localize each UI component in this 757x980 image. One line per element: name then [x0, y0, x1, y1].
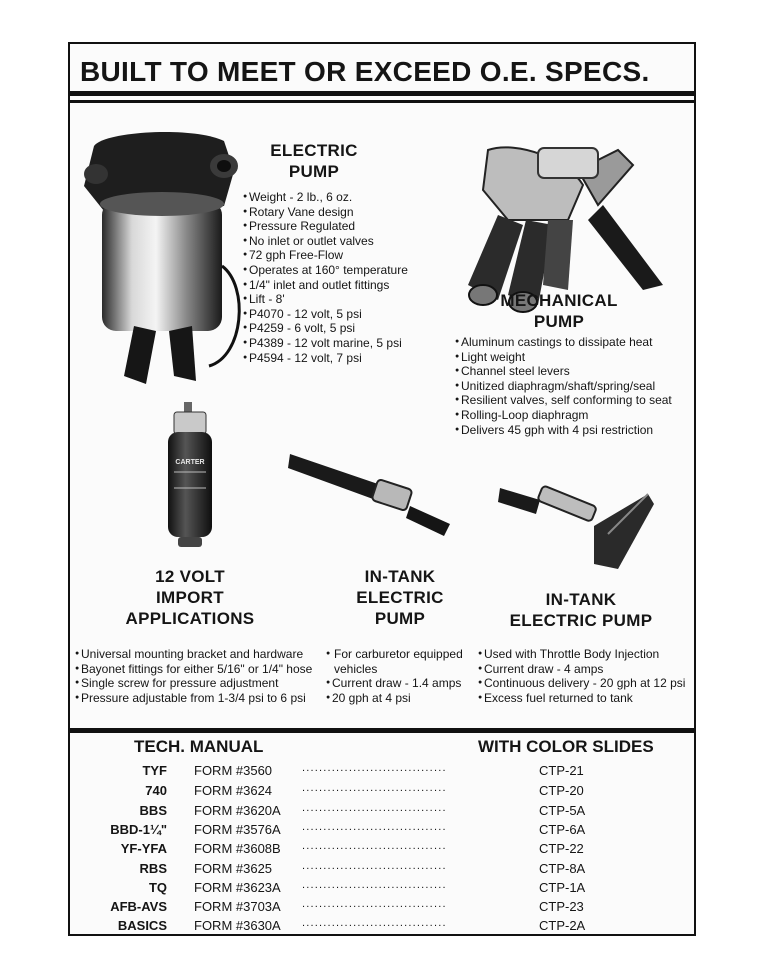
table-row: [70, 899, 694, 918]
leader-dots: ..................................: [302, 898, 447, 910]
import-pump-title: [110, 566, 270, 629]
intank-pump-1-title: [340, 566, 460, 629]
intank-pump-2-title-line2: ELECTRIC PUMP: [509, 611, 653, 630]
list-item: ● Used with Throttle Body Injection: [478, 647, 685, 662]
import-pump-image: [160, 402, 220, 552]
table-row: [70, 880, 694, 899]
tech-manual-heading: TECH. MANUAL: [134, 737, 264, 756]
list-item: ● Excess fuel returned to tank: [478, 691, 685, 706]
import-pump-title-line1: 12 VOLT: [155, 567, 225, 586]
carb-code: BBD-1¼": [110, 822, 167, 837]
color-slides-heading: WITH COLOR SLIDES: [478, 737, 654, 756]
table-row: [70, 841, 694, 860]
list-item: ● Current draw - 4 amps: [478, 662, 685, 677]
mechanical-pump-features: [455, 335, 672, 437]
list-item: ● Light weight: [455, 350, 672, 365]
intank-pump-2-title-line1: IN-TANK: [545, 590, 617, 609]
import-pump-label: CARTER: [175, 459, 205, 466]
slide-number: CTP-23: [539, 899, 584, 914]
leader-dots: ..................................: [302, 802, 447, 814]
carb-code: RBS: [139, 861, 167, 876]
form-number: FORM #3560: [194, 763, 273, 778]
form-number: FORM #3620A: [194, 803, 281, 818]
list-item: ● Continuous delivery - 20 gph at 12 psi: [478, 676, 685, 691]
form-number: FORM #3625: [194, 861, 273, 876]
carb-code: YF-YFA: [120, 841, 167, 856]
list-item: ● Lift - 8': [243, 292, 408, 307]
spec-sheet-frame: [68, 42, 696, 936]
list-item: ● Universal mounting bracket and hardware: [75, 647, 312, 662]
list-item: ● Weight - 2 lb., 6 oz.: [243, 190, 408, 205]
carb-code: TQ: [148, 880, 167, 895]
list-item: ● Current draw - 1.4 amps: [326, 676, 474, 691]
form-number: FORM #3630A: [194, 918, 281, 933]
list-item: ● Rotary Vane design: [243, 205, 408, 220]
intank-pump-2-features: [478, 647, 685, 705]
list-item: ● Unitized diaphragm/shaft/spring/seal: [455, 379, 672, 394]
list-item: ● Bayonet fittings for either 5/16" or 1/4" hose: [75, 662, 312, 677]
table-row: [70, 822, 694, 841]
slide-number: CTP-22: [539, 841, 584, 856]
list-item: ● P4594 - 12 volt, 7 psi: [243, 351, 408, 366]
slide-number: CTP-8A: [539, 861, 586, 876]
mechanical-pump-title: [474, 290, 644, 332]
list-item: ● For carburetor equipped vehicles: [326, 647, 474, 676]
electric-pump-title: [258, 140, 370, 182]
table-row: [70, 861, 694, 880]
list-item: ● P4070 - 12 volt, 5 psi: [243, 307, 408, 322]
slide-number: CTP-2A: [539, 918, 586, 933]
list-item: ● Aluminum castings to dissipate heat: [455, 335, 672, 350]
import-pump-title-line3: APPLICATIONS: [125, 609, 255, 628]
leader-dots: ..................................: [302, 860, 447, 872]
intank-pump-1-title-line3: PUMP: [374, 609, 426, 628]
form-number: FORM #3703A: [194, 899, 281, 914]
list-item: ● Pressure adjustable from 1-3/4 psi to 6 psi: [75, 691, 312, 706]
electric-pump-features: [243, 190, 408, 365]
page-header: [70, 44, 694, 96]
form-number: FORM #3624: [194, 783, 273, 798]
table-row: [70, 803, 694, 822]
intank-pump-1-title-line1: IN-TANK: [364, 567, 436, 586]
leader-dots: ..................................: [302, 782, 447, 794]
list-item: ● P4259 - 6 volt, 5 psi: [243, 321, 408, 336]
slide-number: CTP-5A: [539, 803, 586, 818]
form-number: FORM #3576A: [194, 822, 281, 837]
list-item: ● Delivers 45 gph with 4 psi restriction: [455, 423, 672, 438]
leader-dots: ..................................: [302, 821, 447, 833]
carb-code: 740: [145, 783, 167, 798]
list-item: ● 20 gph at 4 psi: [326, 691, 474, 706]
import-pump-title-line2: IMPORT: [156, 588, 224, 607]
table-row: [70, 918, 694, 937]
intank-pump-1-image: [288, 444, 458, 544]
intank-pump-1-title-line2: ELECTRIC: [356, 588, 444, 607]
slide-number: CTP-21: [539, 763, 584, 778]
list-item: ● Channel steel levers: [455, 364, 672, 379]
slide-number: CTP-20: [539, 783, 584, 798]
leader-dots: ..................................: [302, 840, 447, 852]
list-item: ● No inlet or outlet valves: [243, 234, 408, 249]
electric-pump-image: [74, 126, 244, 386]
carb-code: AFB-AVS: [110, 899, 167, 914]
table-row: [70, 763, 694, 782]
mechanical-pump-title-line2: PUMP: [533, 312, 585, 331]
list-item: ● 72 gph Free-Flow: [243, 248, 408, 263]
leader-dots: ..................................: [302, 917, 447, 929]
slide-number: CTP-6A: [539, 822, 586, 837]
carb-code: BBS: [139, 803, 167, 818]
list-item: ● Single screw for pressure adjustment: [75, 676, 312, 691]
list-item: ● Rolling-Loop diaphragm: [455, 408, 672, 423]
list-item: ● Pressure Regulated: [243, 219, 408, 234]
slide-number: CTP-1A: [539, 880, 586, 895]
carb-code: TYF: [142, 763, 167, 778]
electric-pump-title-line1: ELECTRIC: [270, 141, 358, 160]
intank-pump-2-title: [486, 589, 676, 631]
import-pump-features: [75, 647, 312, 705]
carb-code: BASICS: [117, 918, 167, 933]
list-item: ● Resilient valves, self conforming to seat: [455, 393, 672, 408]
leader-dots: ..................................: [302, 762, 447, 774]
leader-dots: ..................................: [302, 879, 447, 891]
header-divider: [70, 100, 694, 103]
intank-pump-1-features: [326, 647, 474, 705]
list-item: ● 1/4" inlet and outlet fittings: [243, 278, 408, 293]
tech-manual-section: [70, 733, 694, 934]
list-item: ● P4389 - 12 volt marine, 5 psi: [243, 336, 408, 351]
intank-pump-2-image: [498, 474, 658, 574]
list-item: ● Operates at 160° temperature: [243, 263, 408, 278]
page-title: BUILT TO MEET OR EXCEED O.E. SPECS.: [80, 56, 650, 87]
form-number: FORM #3623A: [194, 880, 281, 895]
form-number: FORM #3608B: [194, 841, 281, 856]
electric-pump-title-line2: PUMP: [288, 162, 340, 181]
mechanical-pump-title-line1: MECHANICAL: [500, 291, 618, 310]
table-row: [70, 783, 694, 802]
